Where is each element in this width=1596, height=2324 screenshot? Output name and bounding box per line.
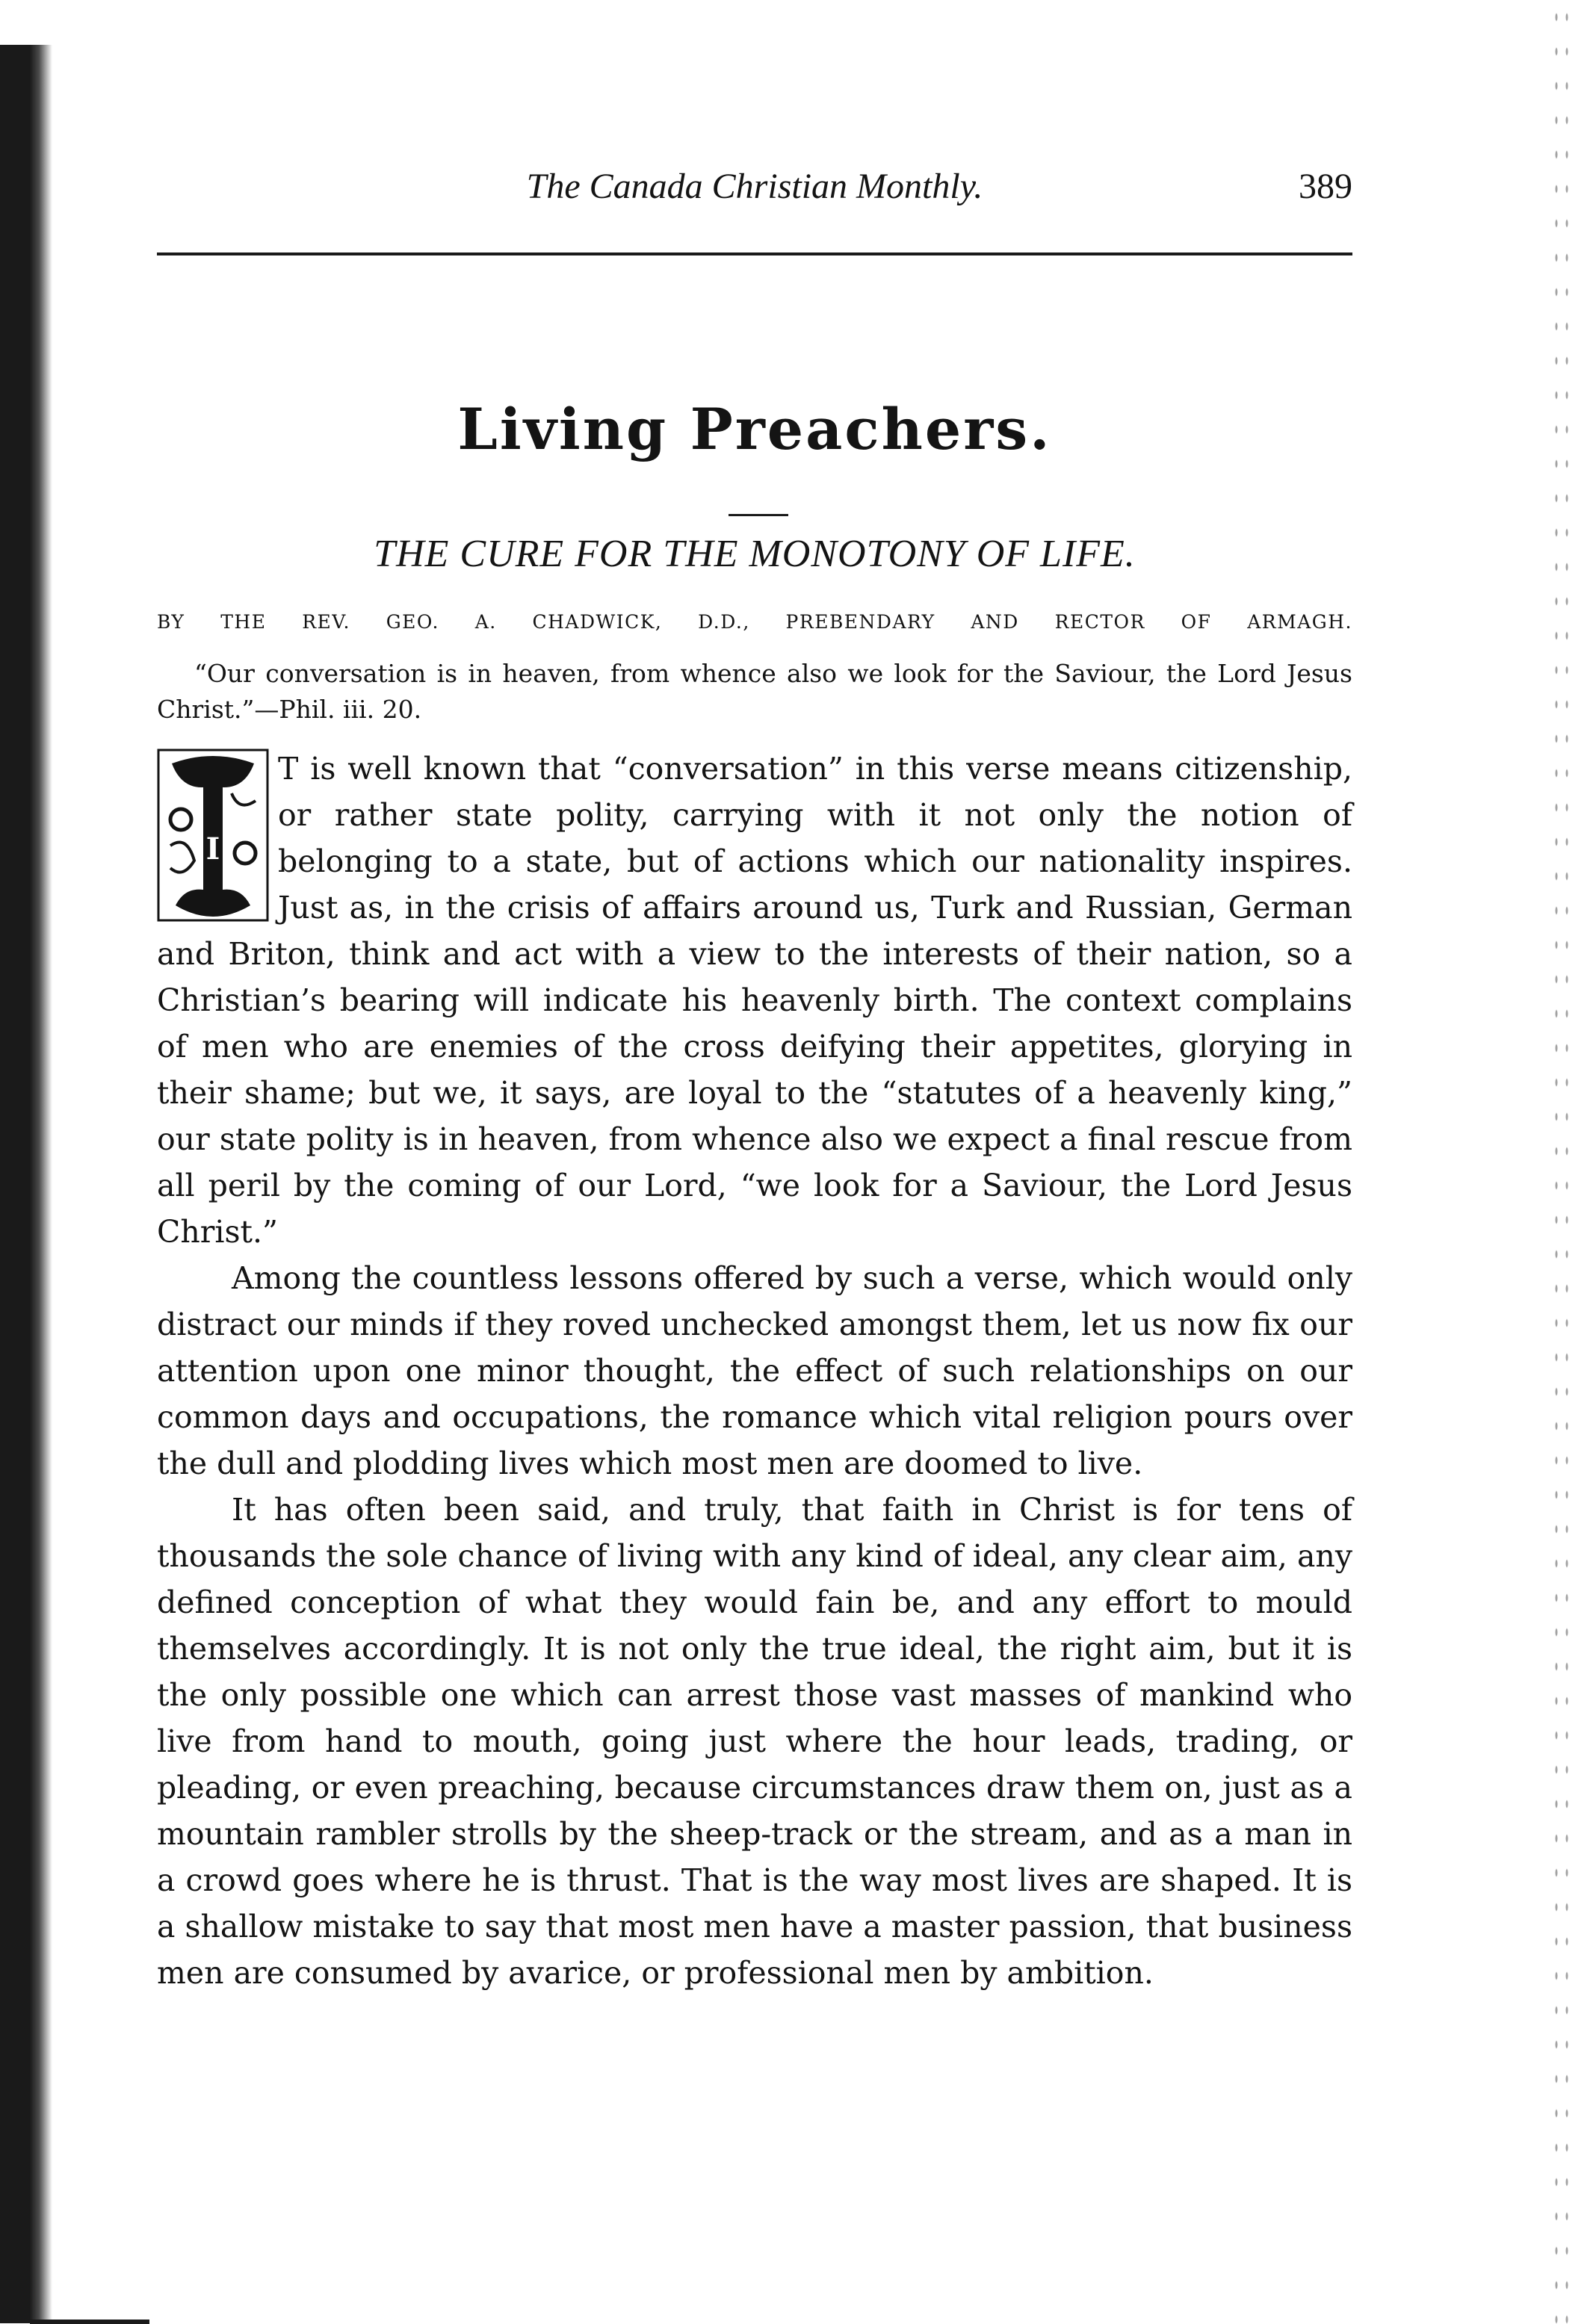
running-head-title: The Canada Christian Monthly. — [526, 167, 983, 206]
paragraph: T is well known that “conversation” in this verse means citizenship, or rather state polity, carrying with it not only the notion of belonging to a state, but of actions which our nationality inspires. Just as, in the crisis of affairs around us, Turk and Russian, German and Briton, think and act with a view to the interests of their nation, so a Christian’s bearing will indicate his heavenly birth. The context complains of men who are enemies of the cross deifying their appetites, glorying in their shame; but we, it says, are loyal to the “statutes of a heavenly king,” our state polity is in heaven, from whence also we expect a final rescue from all peril by the coming of our Lord, “we look for a Saviour, the Lord Jesus Christ.” — [157, 751, 1352, 1250]
epigraph: “Our conversation is in heaven, from whence also we look for the Saviour, the Lord Jesus Christ.”—Phil. iii. 20. — [157, 659, 1352, 724]
paragraph: Among the countless lessons offered by such a verse, which would only distract our minds if they roved unchecked amongst them, let us now fix our attention upon one minor thought, the effect of such relationships on our common days and occupations, the romance which vital religion pours over the dull and plodding lives which most men are doomed to live. — [157, 1260, 1352, 1481]
header-rule — [157, 252, 1352, 255]
page-binding-foot — [30, 2320, 149, 2324]
drop-cap-letter: I — [205, 831, 220, 867]
section-title: Living Preachers. — [457, 396, 1052, 462]
page-number: 389 — [1299, 167, 1352, 206]
article-body — [157, 746, 1352, 1996]
show-through-marks — [1551, 0, 1574, 2324]
drop-cap-ornament — [157, 749, 269, 922]
running-head — [157, 166, 1352, 233]
article-title: THE CURE FOR THE MONOTONY OF LIFE. — [374, 533, 1136, 575]
author-byline: BY THE REV. GEO. A. CHADWICK, D.D., PREBENDARY AND RECTOR OF ARMAGH. — [157, 611, 1352, 633]
page-binding-shadow — [0, 45, 52, 2323]
title-divider — [729, 514, 788, 516]
paragraph: It has often been said, and truly, that faith in Christ is for tens of thousands the sole chance of living with any kind of ideal, any clear aim, any defined conception of what they would fain be, and any effort to mould themselves accordingly. It is not only the true ideal, the right aim, but it is the only possible one which can arrest those vast masses of mankind who live from hand to mouth, going just where the hour leads, trading, or pleading, or even preaching, because circumstances draw them on, just as a mountain rambler strolls by the sheep-track or the stream, and as a man in a crowd goes where he is thrust. That is the way most lives are shaped. It is a shallow mistake to say that most men have a master passion, that business men are consumed by avarice, or professional men by ambition. — [157, 1492, 1352, 1991]
